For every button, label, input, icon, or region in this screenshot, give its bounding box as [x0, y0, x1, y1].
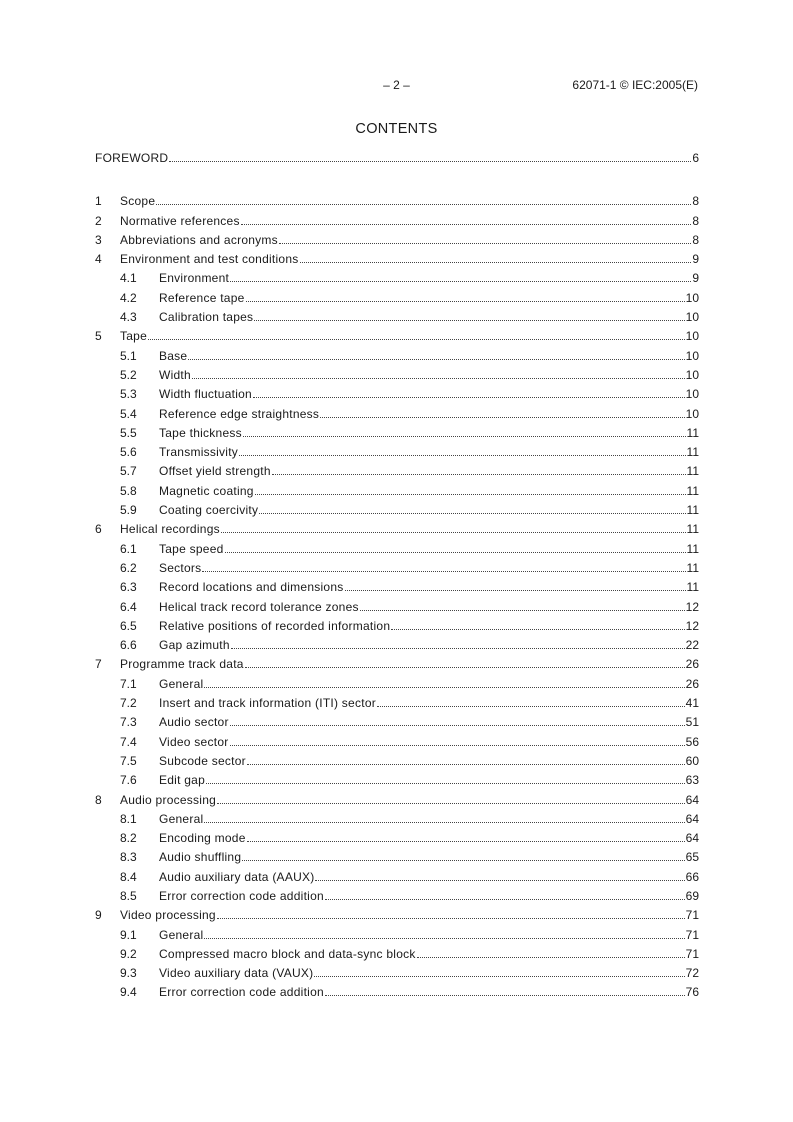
toc-entry-number: 5.5	[120, 425, 137, 440]
toc-entry-label: Audio auxiliary data (AAUX)	[159, 869, 315, 884]
dot-leader	[245, 656, 685, 668]
toc-entry-page: 10	[685, 329, 699, 344]
dot-leader	[231, 637, 685, 649]
toc-entry-page: 12	[685, 599, 699, 614]
dot-leader	[156, 193, 691, 205]
toc-entry-label: Subcode sector	[159, 753, 246, 768]
dot-leader	[217, 792, 685, 804]
toc-subsection-entry[interactable]	[95, 637, 699, 656]
toc-entry-label: FOREWORD	[95, 151, 169, 165]
toc-entry-label: Audio processing	[120, 792, 217, 807]
toc-entry-number: 5.9	[120, 503, 137, 518]
toc-entry-page: 10	[685, 406, 699, 421]
toc-subsection-entry[interactable]	[95, 984, 699, 1003]
dot-leader	[217, 907, 685, 919]
toc-entry-page: 26	[685, 676, 699, 691]
toc-entry-page: 72	[685, 966, 699, 981]
toc-entry-number: 9	[95, 908, 102, 923]
toc-entry-label: General	[159, 811, 204, 826]
toc-entry-page: 10	[685, 367, 699, 382]
toc-subsection-entry[interactable]	[95, 830, 699, 849]
toc-entry-page: 8	[692, 213, 699, 228]
toc-subsection-entry[interactable]	[95, 599, 699, 618]
toc-subsection-entry[interactable]	[95, 541, 699, 560]
toc-entry-label: Video auxiliary data (VAUX)	[159, 966, 314, 981]
toc-entry-number: 4.3	[120, 310, 137, 325]
toc-subsection-entry[interactable]	[95, 425, 699, 444]
toc-entry-number: 8	[95, 792, 102, 807]
page-title: CONTENTS	[355, 121, 438, 137]
toc-entry-number: 4.2	[120, 290, 137, 305]
toc-subsection-entry[interactable]	[95, 502, 699, 521]
toc-section-entry[interactable]	[95, 251, 699, 270]
toc-subsection-entry[interactable]	[95, 927, 699, 946]
dot-leader	[314, 965, 684, 977]
toc-entry-page: 64	[685, 792, 699, 807]
toc-entry-label: Scope	[120, 194, 156, 209]
document-reference: 62071-1 © IEC:2005(E)	[572, 78, 698, 92]
dot-leader	[360, 599, 685, 611]
dot-leader	[300, 251, 692, 263]
dot-leader	[247, 830, 685, 842]
dot-leader	[320, 406, 684, 418]
dot-leader	[325, 888, 685, 900]
toc-entry-page: 26	[685, 657, 699, 672]
toc-entry-page: 56	[685, 734, 699, 749]
toc-subsection-entry[interactable]	[95, 849, 699, 868]
toc-subsection-entry[interactable]	[95, 734, 699, 753]
dot-leader	[230, 734, 685, 746]
toc-entry-page: 8	[692, 194, 699, 209]
toc-entry-page: 65	[685, 850, 699, 865]
toc-subsection-entry[interactable]	[95, 367, 699, 386]
toc-entry-page: 9	[692, 271, 699, 286]
dot-leader	[279, 232, 691, 244]
toc-entry-page: 66	[685, 869, 699, 884]
dot-leader	[204, 811, 684, 823]
toc-entry-label: Audio sector	[159, 715, 229, 730]
toc-entry-label: Audio shuffling	[159, 850, 242, 865]
page-number: – 2 –	[383, 78, 410, 92]
toc-entry-page: 11	[686, 425, 699, 440]
toc-subsection-entry[interactable]	[95, 888, 699, 907]
toc-subsection-entry[interactable]	[95, 714, 699, 733]
toc-entry-number: 7.3	[120, 715, 137, 730]
toc-entry-label: Magnetic coating	[159, 483, 254, 498]
toc-subsection-entry[interactable]	[95, 483, 699, 502]
toc-entry-page: 9	[692, 252, 699, 267]
dot-leader	[391, 618, 684, 630]
toc-section-entry[interactable]	[95, 232, 699, 251]
toc-section-entry[interactable]	[95, 328, 699, 347]
toc-entry-page: 10	[685, 387, 699, 402]
toc-subsection-entry[interactable]	[95, 309, 699, 328]
spacer	[95, 169, 699, 193]
toc-entry-label: Tape speed	[159, 541, 224, 556]
toc-entry-page: 11	[686, 522, 699, 537]
toc-entry-label: Gap azimuth	[159, 638, 230, 653]
toc-entry-label: Tape thickness	[159, 425, 242, 440]
toc-entry-label: Video sector	[159, 734, 229, 749]
toc-entry-label: Abbreviations and acronyms	[120, 232, 278, 247]
toc-entry-page: 60	[685, 753, 699, 768]
dot-leader	[202, 560, 685, 572]
dot-leader	[230, 714, 685, 726]
toc-entry-number: 7.4	[120, 734, 137, 749]
toc-entry-number: 2	[95, 213, 102, 228]
toc-entry-page: 11	[686, 503, 699, 518]
toc-entry-number: 8.4	[120, 869, 137, 884]
dot-leader	[417, 946, 685, 958]
dot-leader	[239, 444, 685, 456]
toc-entry-number: 5.4	[120, 406, 137, 421]
toc-subsection-entry[interactable]	[95, 695, 699, 714]
dot-leader	[255, 483, 686, 495]
toc-entry-label: General	[159, 927, 204, 942]
toc-section-entry[interactable]	[95, 193, 699, 212]
toc-entry-label: Compressed macro block and data-sync block	[159, 946, 416, 961]
dot-leader	[345, 579, 686, 591]
toc-entry-page: 11	[686, 560, 699, 575]
dot-leader	[315, 869, 684, 881]
toc-entry-label: Relative positions of recorded information	[159, 618, 391, 633]
toc-entry-page: 41	[685, 696, 699, 711]
dot-leader	[188, 348, 684, 360]
toc-entry-page: 51	[685, 715, 699, 730]
toc-entry-number: 9.4	[120, 985, 137, 1000]
toc-entry-number: 5.6	[120, 445, 137, 460]
toc-entry-number: 1	[95, 194, 102, 209]
toc-entry-number: 5.8	[120, 483, 137, 498]
toc-entry-page: 12	[685, 618, 699, 633]
toc-subsection-entry[interactable]	[95, 386, 699, 405]
toc-entry-label: Offset yield strength	[159, 464, 271, 479]
toc-entry-number: 6.4	[120, 599, 137, 614]
toc-entry-number: 5.1	[120, 348, 137, 363]
dot-leader	[230, 270, 691, 282]
toc-entry-page: 64	[685, 831, 699, 846]
toc-entry-page: 11	[686, 541, 699, 556]
toc-subsection-entry[interactable]	[95, 290, 699, 309]
dot-leader	[272, 463, 686, 475]
toc-entry-label: Width fluctuation	[159, 387, 252, 402]
toc-entry-page: 11	[686, 483, 699, 498]
toc-section-entry[interactable]	[95, 656, 699, 675]
toc-entry-label: Width	[159, 367, 191, 382]
toc-subsection-entry[interactable]	[95, 869, 699, 888]
toc-entry-page: 71	[685, 927, 699, 942]
dot-leader	[206, 772, 685, 784]
toc-entry-label: Record locations and dimensions	[159, 580, 344, 595]
toc-entry-label: Environment	[159, 271, 230, 286]
toc-section-entry[interactable]	[95, 521, 699, 540]
toc-entry-number: 4	[95, 252, 102, 267]
toc-subsection-entry[interactable]	[95, 579, 699, 598]
toc-entry-number: 5.7	[120, 464, 137, 479]
toc-subsection-entry[interactable]	[95, 406, 699, 425]
toc-entry-page: 11	[686, 580, 699, 595]
toc-entry-page: 71	[685, 908, 699, 923]
dot-leader	[253, 386, 685, 398]
toc-entry-number: 7	[95, 657, 102, 672]
toc-entry-number: 8.5	[120, 888, 137, 903]
toc-entry-label: Reference tape	[159, 290, 245, 305]
toc-entry-page: 11	[686, 445, 699, 460]
toc-entry-page: 69	[685, 888, 699, 903]
toc-entry-label: Environment and test conditions	[120, 252, 299, 267]
toc-entry-number: 3	[95, 232, 102, 247]
toc-entry-page: 10	[685, 290, 699, 305]
toc-entry-label: General	[159, 676, 204, 691]
toc-subsection-entry[interactable]	[95, 444, 699, 463]
toc-entry-label: Coating coercivity	[159, 503, 259, 518]
toc-entry-label: Calibration tapes	[159, 310, 254, 325]
toc-subsection-entry[interactable]	[95, 618, 699, 637]
toc-entry-number: 8.3	[120, 850, 137, 865]
toc-subsection-entry[interactable]	[95, 270, 699, 289]
dot-leader	[247, 753, 685, 765]
toc-entry-number: 8.1	[120, 811, 137, 826]
toc-entry-number: 6.3	[120, 580, 137, 595]
toc-entry-page: 22	[685, 638, 699, 653]
toc-entry-label: Helical track record tolerance zones	[159, 599, 359, 614]
toc-subsection-entry[interactable]	[95, 560, 699, 579]
toc-entry-label: Programme track data	[120, 657, 244, 672]
toc-section-entry[interactable]	[95, 907, 699, 926]
toc-entry-number: 7.2	[120, 696, 137, 711]
toc-entry-foreword[interactable]	[95, 150, 699, 169]
dot-leader	[254, 309, 684, 321]
toc-entry-page: 76	[685, 985, 699, 1000]
toc-subsection-entry[interactable]	[95, 463, 699, 482]
dot-leader	[225, 541, 686, 553]
toc-entry-number: 7.6	[120, 773, 137, 788]
dot-leader	[241, 213, 692, 225]
toc-subsection-entry[interactable]	[95, 772, 699, 791]
toc-entry-page: 8	[692, 232, 699, 247]
toc-entry-number: 6.5	[120, 618, 137, 633]
toc-entry-label: Normative references	[120, 213, 240, 228]
dot-leader	[204, 676, 684, 688]
dot-leader	[169, 150, 691, 162]
toc-entry-label: Error correction code addition	[159, 888, 324, 903]
toc-entry-page: 11	[686, 464, 699, 479]
toc-subsection-entry[interactable]	[95, 946, 699, 965]
page-header	[0, 78, 793, 94]
toc-entry-label: Insert and track information (ITI) sector	[159, 696, 376, 711]
toc-section-entry[interactable]	[95, 792, 699, 811]
toc-entry-number: 7.5	[120, 753, 137, 768]
dot-leader	[221, 521, 686, 533]
toc-entry-label: Helical recordings	[120, 522, 220, 537]
dot-leader	[148, 328, 685, 340]
dot-leader	[325, 984, 685, 996]
toc-entry-label: Edit gap	[159, 773, 206, 788]
toc-entry-number: 4.1	[120, 271, 137, 286]
toc-entry-label: Sectors	[159, 560, 202, 575]
dot-leader	[192, 367, 685, 379]
toc-entry-number: 9.3	[120, 966, 137, 981]
toc-entry-number: 6	[95, 522, 102, 537]
toc-entry-label: Base	[159, 348, 188, 363]
toc-subsection-entry[interactable]	[95, 811, 699, 830]
toc-entry-number: 5	[95, 329, 102, 344]
toc-entry-page: 10	[685, 310, 699, 325]
toc-subsection-entry[interactable]	[95, 965, 699, 984]
dot-leader	[246, 290, 685, 302]
toc-entry-label: Reference edge straightness	[159, 406, 320, 421]
toc-entry-page: 10	[685, 348, 699, 363]
toc-entry-label: Tape	[120, 329, 148, 344]
toc-entry-page: 6	[692, 151, 699, 165]
toc-entry-number: 9.2	[120, 946, 137, 961]
toc-entry-number: 5.2	[120, 367, 137, 382]
dot-leader	[204, 927, 684, 939]
toc-entry-number: 6.1	[120, 541, 137, 556]
toc-entry-number: 8.2	[120, 831, 137, 846]
toc-entry-page: 64	[685, 811, 699, 826]
toc-subsection-entry[interactable]	[95, 676, 699, 695]
dot-leader	[377, 695, 685, 707]
toc-entry-label: Error correction code addition	[159, 985, 324, 1000]
toc-entry-page: 71	[685, 946, 699, 961]
toc-entry-label: Video processing	[120, 908, 216, 923]
toc-entry-label: Encoding mode	[159, 831, 246, 846]
toc-subsection-entry[interactable]	[95, 753, 699, 772]
toc-entry-number: 7.1	[120, 676, 137, 691]
toc-section-entry[interactable]	[95, 213, 699, 232]
toc-entry-label: Transmissivity	[159, 445, 239, 460]
toc-entry-number: 5.3	[120, 387, 137, 402]
table-of-contents	[95, 150, 699, 1004]
toc-subsection-entry[interactable]	[95, 348, 699, 367]
dot-leader	[243, 425, 686, 437]
toc-entry-page: 63	[685, 773, 699, 788]
toc-entry-number: 6.2	[120, 560, 137, 575]
toc-entry-number: 9.1	[120, 927, 137, 942]
toc-entry-number: 6.6	[120, 638, 137, 653]
dot-leader	[242, 849, 684, 861]
dot-leader	[259, 502, 685, 514]
